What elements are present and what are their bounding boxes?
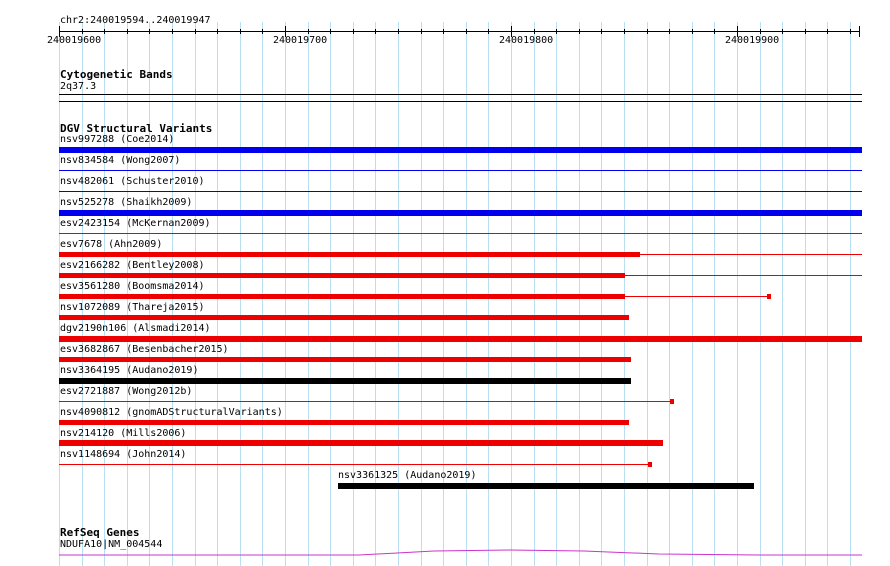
refseq-track-title: RefSeq Genes (60, 526, 140, 539)
dgv-track-title: DGV Structural Variants (60, 122, 213, 135)
variant-feature-line[interactable] (59, 464, 648, 465)
cytoband-top-border[interactable] (59, 94, 862, 95)
ruler-tick (760, 29, 761, 34)
variant-label: nsv1072089 (Thareja2015) (60, 302, 205, 313)
ruler-tick (104, 29, 105, 34)
ruler-tick (217, 29, 218, 34)
ruler-end-tick (859, 26, 860, 37)
variant-feature[interactable] (59, 378, 631, 384)
variant-feature[interactable] (59, 170, 862, 171)
ruler-tick (375, 29, 376, 34)
grid-line (805, 22, 806, 566)
ruler-tick (782, 29, 783, 34)
variant-label: nsv3364195 (Audano2019) (60, 365, 199, 376)
variant-label: esv3682867 (Besenbacher2015) (60, 344, 229, 355)
ruler-tick (443, 29, 444, 34)
variant-label: esv2166282 (Bentley2008) (60, 260, 205, 271)
ruler-tick (624, 29, 625, 34)
variant-endcap[interactable] (648, 462, 652, 467)
ruler-tick (488, 29, 489, 34)
grid-line (827, 22, 828, 566)
variant-label: esv7678 (Ahn2009) (60, 239, 163, 250)
ruler-tick (240, 29, 241, 34)
ruler-tick (534, 29, 535, 34)
ruler-tick (850, 29, 851, 34)
ruler-tick-label: 240019900 (725, 35, 780, 46)
cytoband-track-title: Cytogenetic Bands (60, 68, 173, 81)
ruler-tick (421, 29, 422, 34)
variant-label: nsv214120 (Mills2006) (60, 428, 187, 439)
ruler-tick (601, 29, 602, 34)
variant-label: nsv4090812 (gnomADStructuralVariants) (60, 407, 283, 418)
gene-label: NDUFA10|NM_004544 (60, 539, 163, 550)
variant-feature[interactable] (59, 440, 663, 446)
variant-endcap[interactable] (670, 399, 674, 404)
variant-feature-line[interactable] (625, 296, 767, 297)
ruler-tick (353, 29, 354, 34)
variant-label: nsv834584 (Wong2007) (60, 155, 181, 166)
ruler-tick (172, 29, 173, 34)
variant-label: esv3561280 (Boomsma2014) (60, 281, 205, 292)
ruler-tick (330, 29, 331, 34)
ruler-tick (398, 29, 399, 34)
variant-label: nsv525278 (Shaikh2009) (60, 197, 193, 208)
ruler-tick (805, 29, 806, 34)
cytoband-label: 2q37.3 (60, 81, 97, 92)
grid-line (850, 22, 851, 566)
variant-feature[interactable] (59, 191, 862, 192)
variant-feature[interactable] (59, 210, 862, 216)
variant-label: dgv2190n106 (Alsmadi2014) (60, 323, 211, 334)
variant-feature-line[interactable] (640, 254, 862, 255)
grid-line (760, 22, 761, 566)
ruler-tick (556, 29, 557, 34)
ruler-tick (579, 29, 580, 34)
ruler-tick (308, 29, 309, 34)
ruler-tick (692, 29, 693, 34)
ruler-tick-label: 240019700 (273, 35, 328, 46)
variant-feature[interactable] (59, 252, 640, 257)
variant-label: nsv3361325 (Audano2019) (338, 470, 477, 481)
ruler-tick (827, 29, 828, 34)
variant-label: nsv482061 (Schuster2010) (60, 176, 205, 187)
cytoband-bottom-border[interactable] (59, 101, 862, 102)
variant-feature-line[interactable] (625, 275, 862, 276)
variant-feature-line[interactable] (59, 401, 670, 402)
ruler-tick (466, 29, 467, 34)
variant-feature[interactable] (59, 147, 862, 153)
ruler-tick-label: 240019800 (499, 35, 554, 46)
variant-feature[interactable] (59, 233, 862, 234)
gene-intron-line (59, 550, 862, 555)
variant-feature[interactable] (59, 294, 625, 299)
ruler-tick (195, 29, 196, 34)
ruler-tick (647, 29, 648, 34)
ruler-tick (149, 29, 150, 34)
grid-line (782, 22, 783, 566)
variant-label: esv2423154 (McKernan2009) (60, 218, 211, 229)
ruler-axis (59, 31, 860, 32)
variant-endcap[interactable] (767, 294, 771, 299)
ruler-tick (262, 29, 263, 34)
variant-feature[interactable] (59, 357, 631, 362)
variant-label: nsv997288 (Coe2014) (60, 134, 175, 145)
variant-feature[interactable] (59, 336, 862, 342)
ruler-tick (714, 29, 715, 34)
variant-label: nsv1148694 (John2014) (60, 449, 187, 460)
ruler-tick (82, 29, 83, 34)
ruler-tick (669, 29, 670, 34)
region-label: chr2:240019594..240019947 (60, 15, 211, 26)
variant-feature[interactable] (59, 273, 625, 278)
variant-feature[interactable] (59, 315, 629, 320)
variant-label: esv2721887 (Wong2012b) (60, 386, 193, 397)
ruler-tick-label: 240019600 (47, 35, 102, 46)
ruler-tick (127, 29, 128, 34)
gene-model[interactable] (59, 546, 862, 558)
variant-feature[interactable] (338, 483, 754, 489)
variant-feature[interactable] (59, 420, 629, 425)
